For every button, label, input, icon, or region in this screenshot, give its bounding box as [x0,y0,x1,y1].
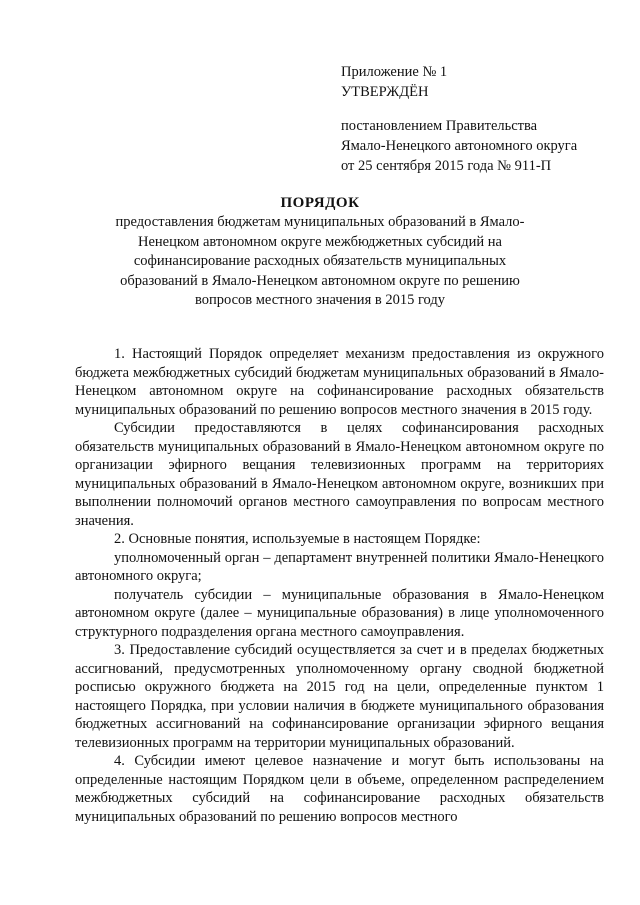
appendix-number: Приложение № 1 [341,64,448,80]
paragraph: получатель субсидии – муниципальные образования в Ямало-Ненецком автономном округе (далее – муниципальные образования) в лице уполномоченного структурного подразделения органа местного самоуправления. [75,586,604,640]
approved-label: УТВЕРЖДЁН [341,84,429,100]
paragraph: уполномоченный орган – департамент внутренней политики Ямало-Ненецкого автономного округа; [75,549,604,584]
paragraph: 4. Субсидии имеют целевое назначение и могут быть использованы на определенные настоящим Порядком цели в объеме, определенном распределением межбюджетных субсидий на софинансирование расходных обязательств муниципальных образований по решению вопросов местного [75,753,604,825]
paragraph: 1. Настоящий Порядок определяет механизм предоставления из окружного бюджета межбюджетных субсидий бюджетам муниципальных образований в Ямало-Ненецком автономном округе на софинансирование расходных обязательств муниципальных образований по решению вопросов местного значения в 2015 году. [75,346,604,418]
approval-block [341,62,621,176]
document-subtitle: предоставления бюджетам муниципальных образований в Ямало-Ненецком автономном округе межбюджетных субсидий на софинансирование расходных обязательств муниципальных образований в Ямало-Ненецком автономном округе по решению вопросов местного значения в 2015 году [115,214,525,308]
paragraph: Субсидии предоставляются в целях софинансирования расходных обязательств муниципальных образований в Ямало-Ненецком автономном округе по организации эфирного вещания телевизионных программ на территориях муниципальных образований в Ямало-Ненецком автономном округе, возникших при выполнении полномочий органов местного самоуправления по вопросам местного значения. [75,420,604,529]
government-line: Ямало-Ненецкого автономного округа [341,138,578,154]
resolution-date: от 25 сентября 2015 года № 911-П [341,158,552,174]
document-title: ПОРЯДОК [280,195,360,211]
document-body [75,345,604,826]
resolution-line: постановлением Правительства [341,118,538,134]
paragraph: 3. Предоставление субсидий осуществляется за счет и в пределах бюджетных ассигнований, предусмотренных уполномоченному органу сводной бюджетной росписью окружного бюджета на 2015 год на цели, определенные пунктом 1 настоящего Порядка, при условии наличия в бюджете муниципального образования бюджетных ассигнований на софинансирование организации эфирного вещания телевизионных программ на территории муниципальных образований. [75,642,604,751]
paragraph: 2. Основные понятия, используемые в настоящем Порядке: [114,531,481,547]
